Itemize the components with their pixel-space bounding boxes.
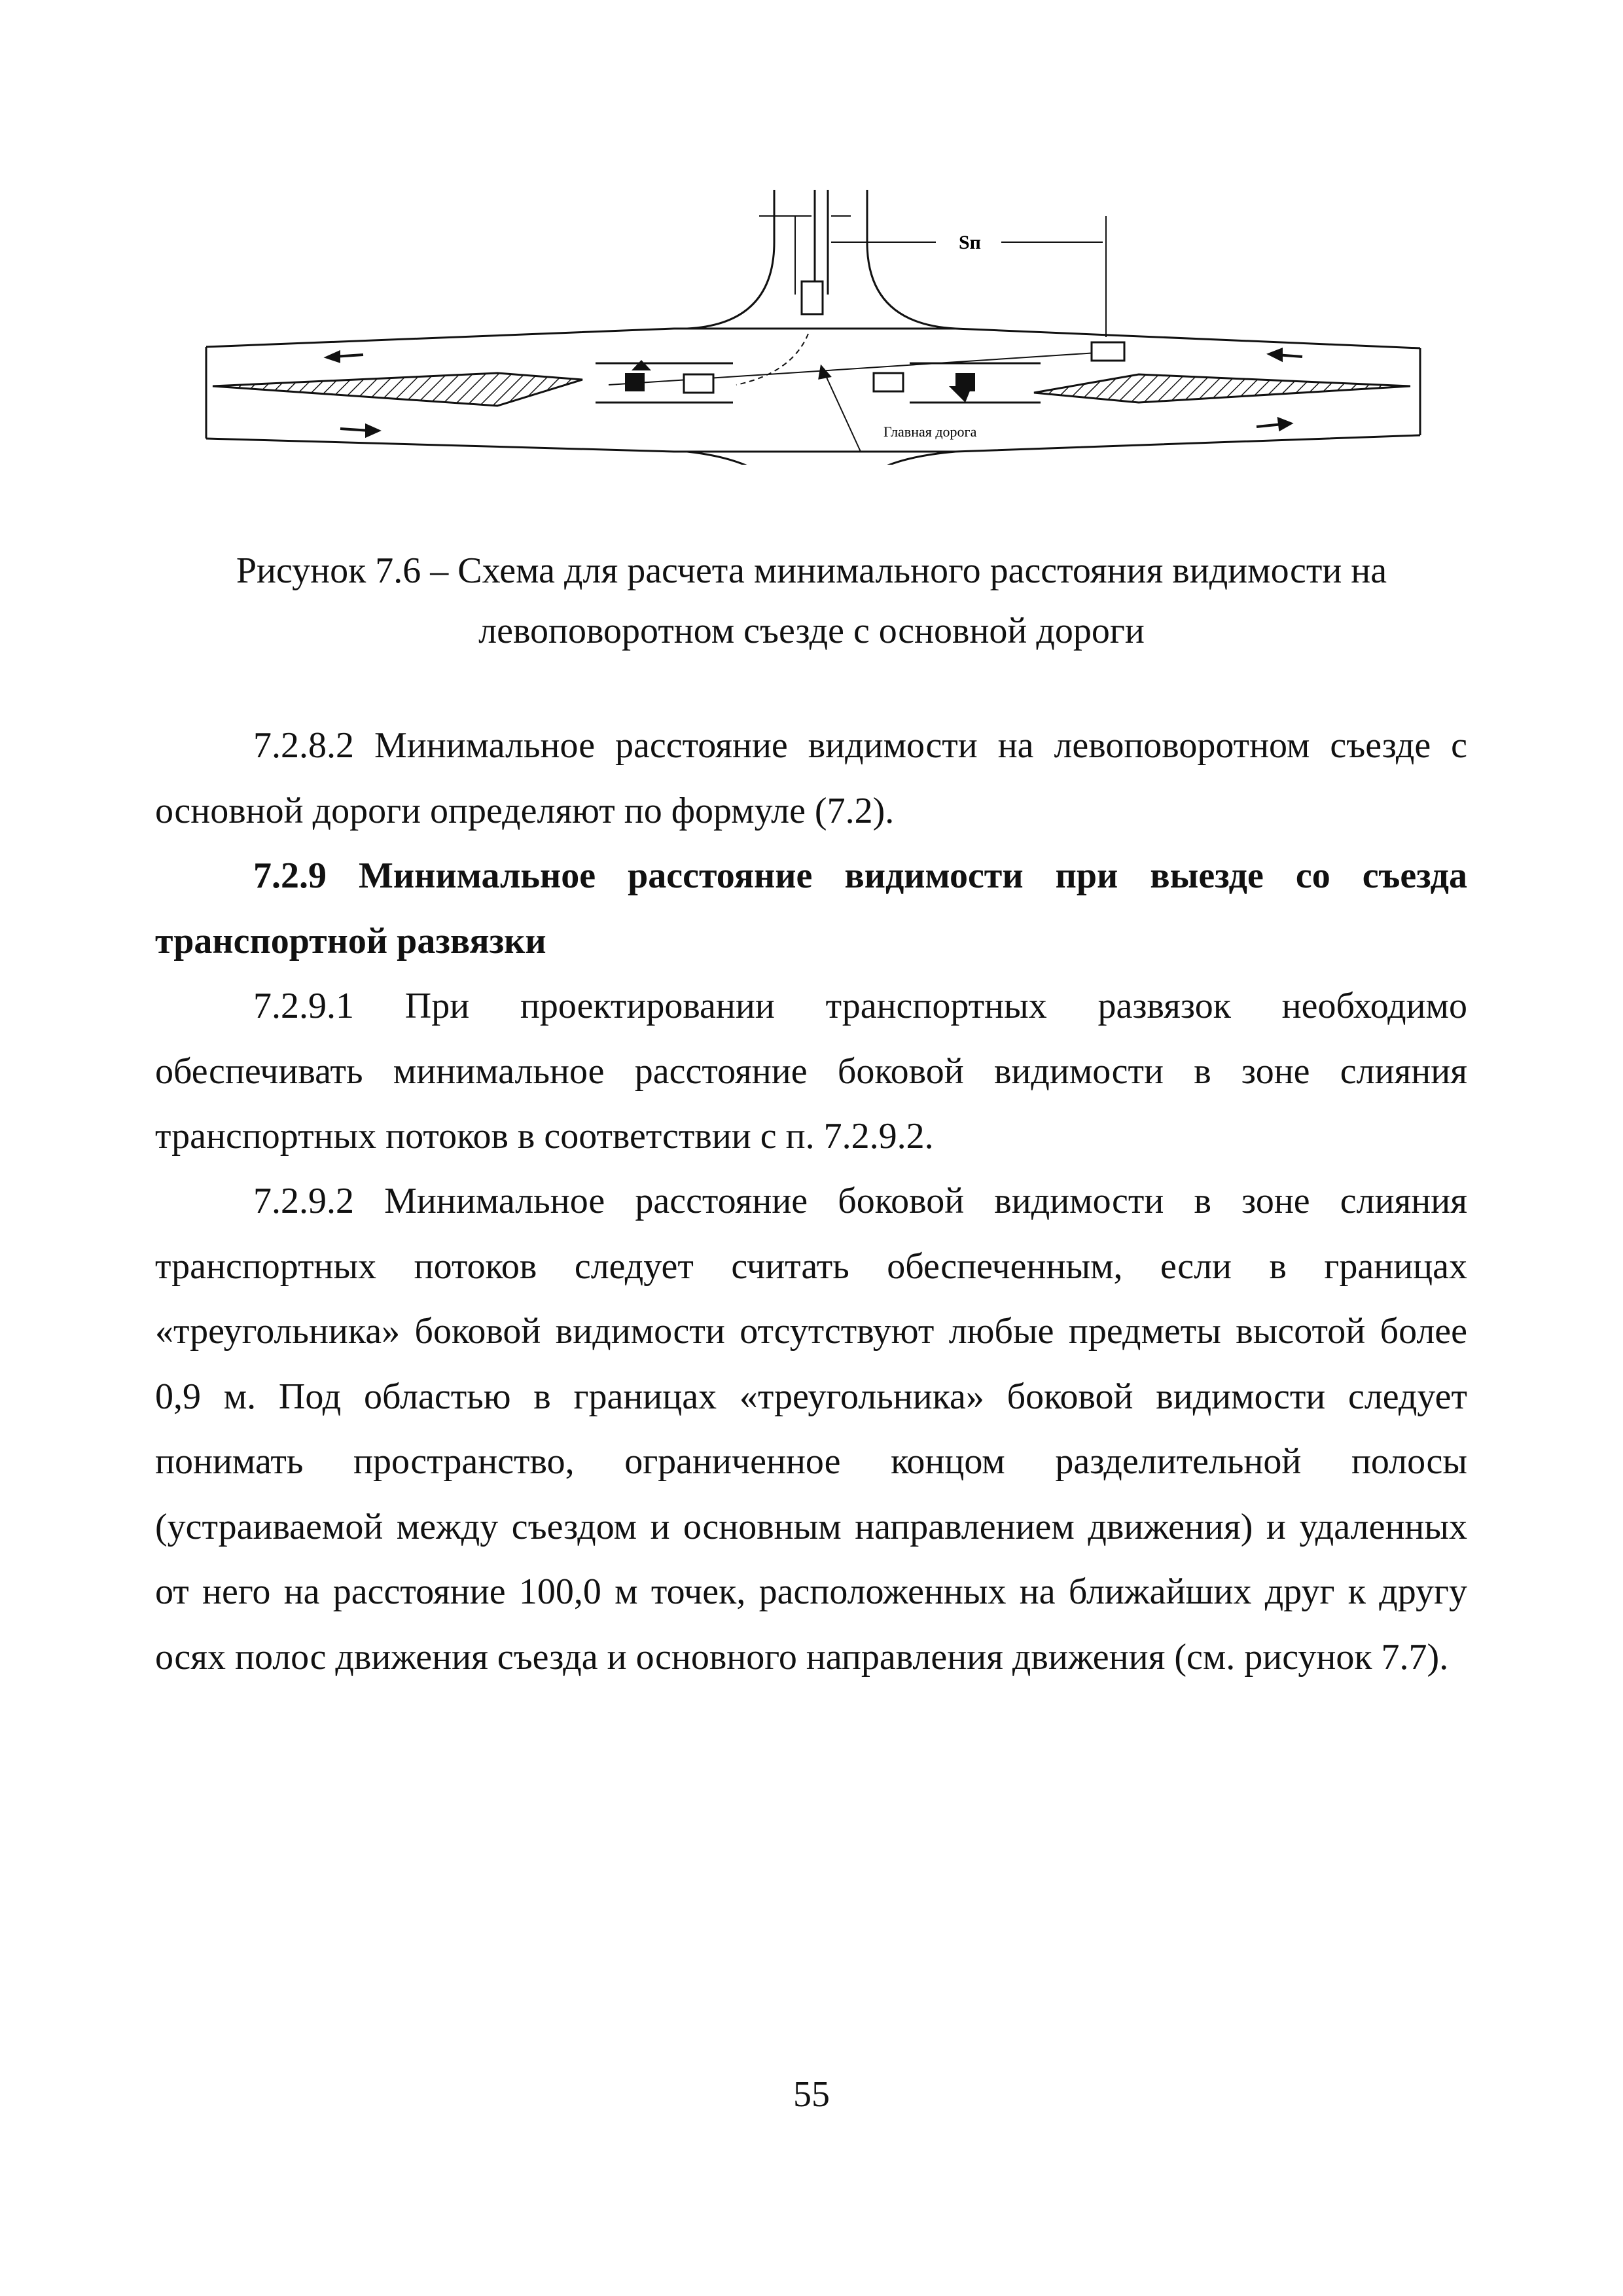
sp-label: Sп: [959, 232, 981, 253]
right-median: [1034, 374, 1410, 403]
page-number: 55: [793, 2074, 830, 2115]
figure-caption-line1: Рисунок 7.6 – Схема для расчета минимального расстояния видимости на: [236, 550, 1387, 591]
main-road-label: Главная дорога: [883, 423, 977, 440]
vehicle-right-turn: [874, 373, 903, 391]
paragraph-7-2-9-1: [155, 974, 1467, 1170]
paragraph-7-2-9-2: [155, 1169, 1467, 1690]
paragraph-7-2-8-2: [155, 713, 1467, 844]
turn-arrow-icon: [625, 360, 975, 403]
paragraph-text: 7.2.8.2 Минимальное расстояние видимости на левоповоротном съезде с основной дороги определяют по формуле (7.2).: [155, 725, 1467, 831]
left-median: [213, 373, 582, 406]
paragraph-text: 7.2.9.1 При проектировании транспортных развязок необходимо обеспечивать минимальное расстояние боковой видимости в зоне слияния транспортных потоков в соответствии с п. 7.2.9.2.: [155, 986, 1467, 1157]
heading-text: 7.2.9 Минимальное расстояние видимости при выезде со съезда транспортной развязки: [155, 855, 1467, 961]
paragraph-text: 7.2.9.2 Минимальное расстояние боковой видимости в зоне слияния транспортных потоков следует считать обеспеченным, если в границах «треугольника» боковой видимости отсутствуют любые предметы высотой более 0,9 м. Под областью в границах «треугольника» боковой видимости следует понимать пространство, ограниченное концом разделительной полосы (устраиваемой между съездом и основным направлением движения) и удаленных от него на расстояние 100,0 м точек, расположенных на ближайших друг к другу осях полос движения съезда и основного направления движения (см. рисунок 7.7).: [155, 1181, 1467, 1677]
figure-caption-line2: левоповоротном съезде с основной дороги: [478, 611, 1145, 651]
vehicle-oncoming: [1092, 342, 1124, 361]
vehicle-side-road: [802, 281, 823, 314]
vehicle-left-turn: [684, 374, 713, 393]
road-scheme-diagram: [190, 177, 1433, 465]
road-scheme-figure: [190, 177, 1433, 465]
heading-7-2-9: [155, 844, 1467, 974]
